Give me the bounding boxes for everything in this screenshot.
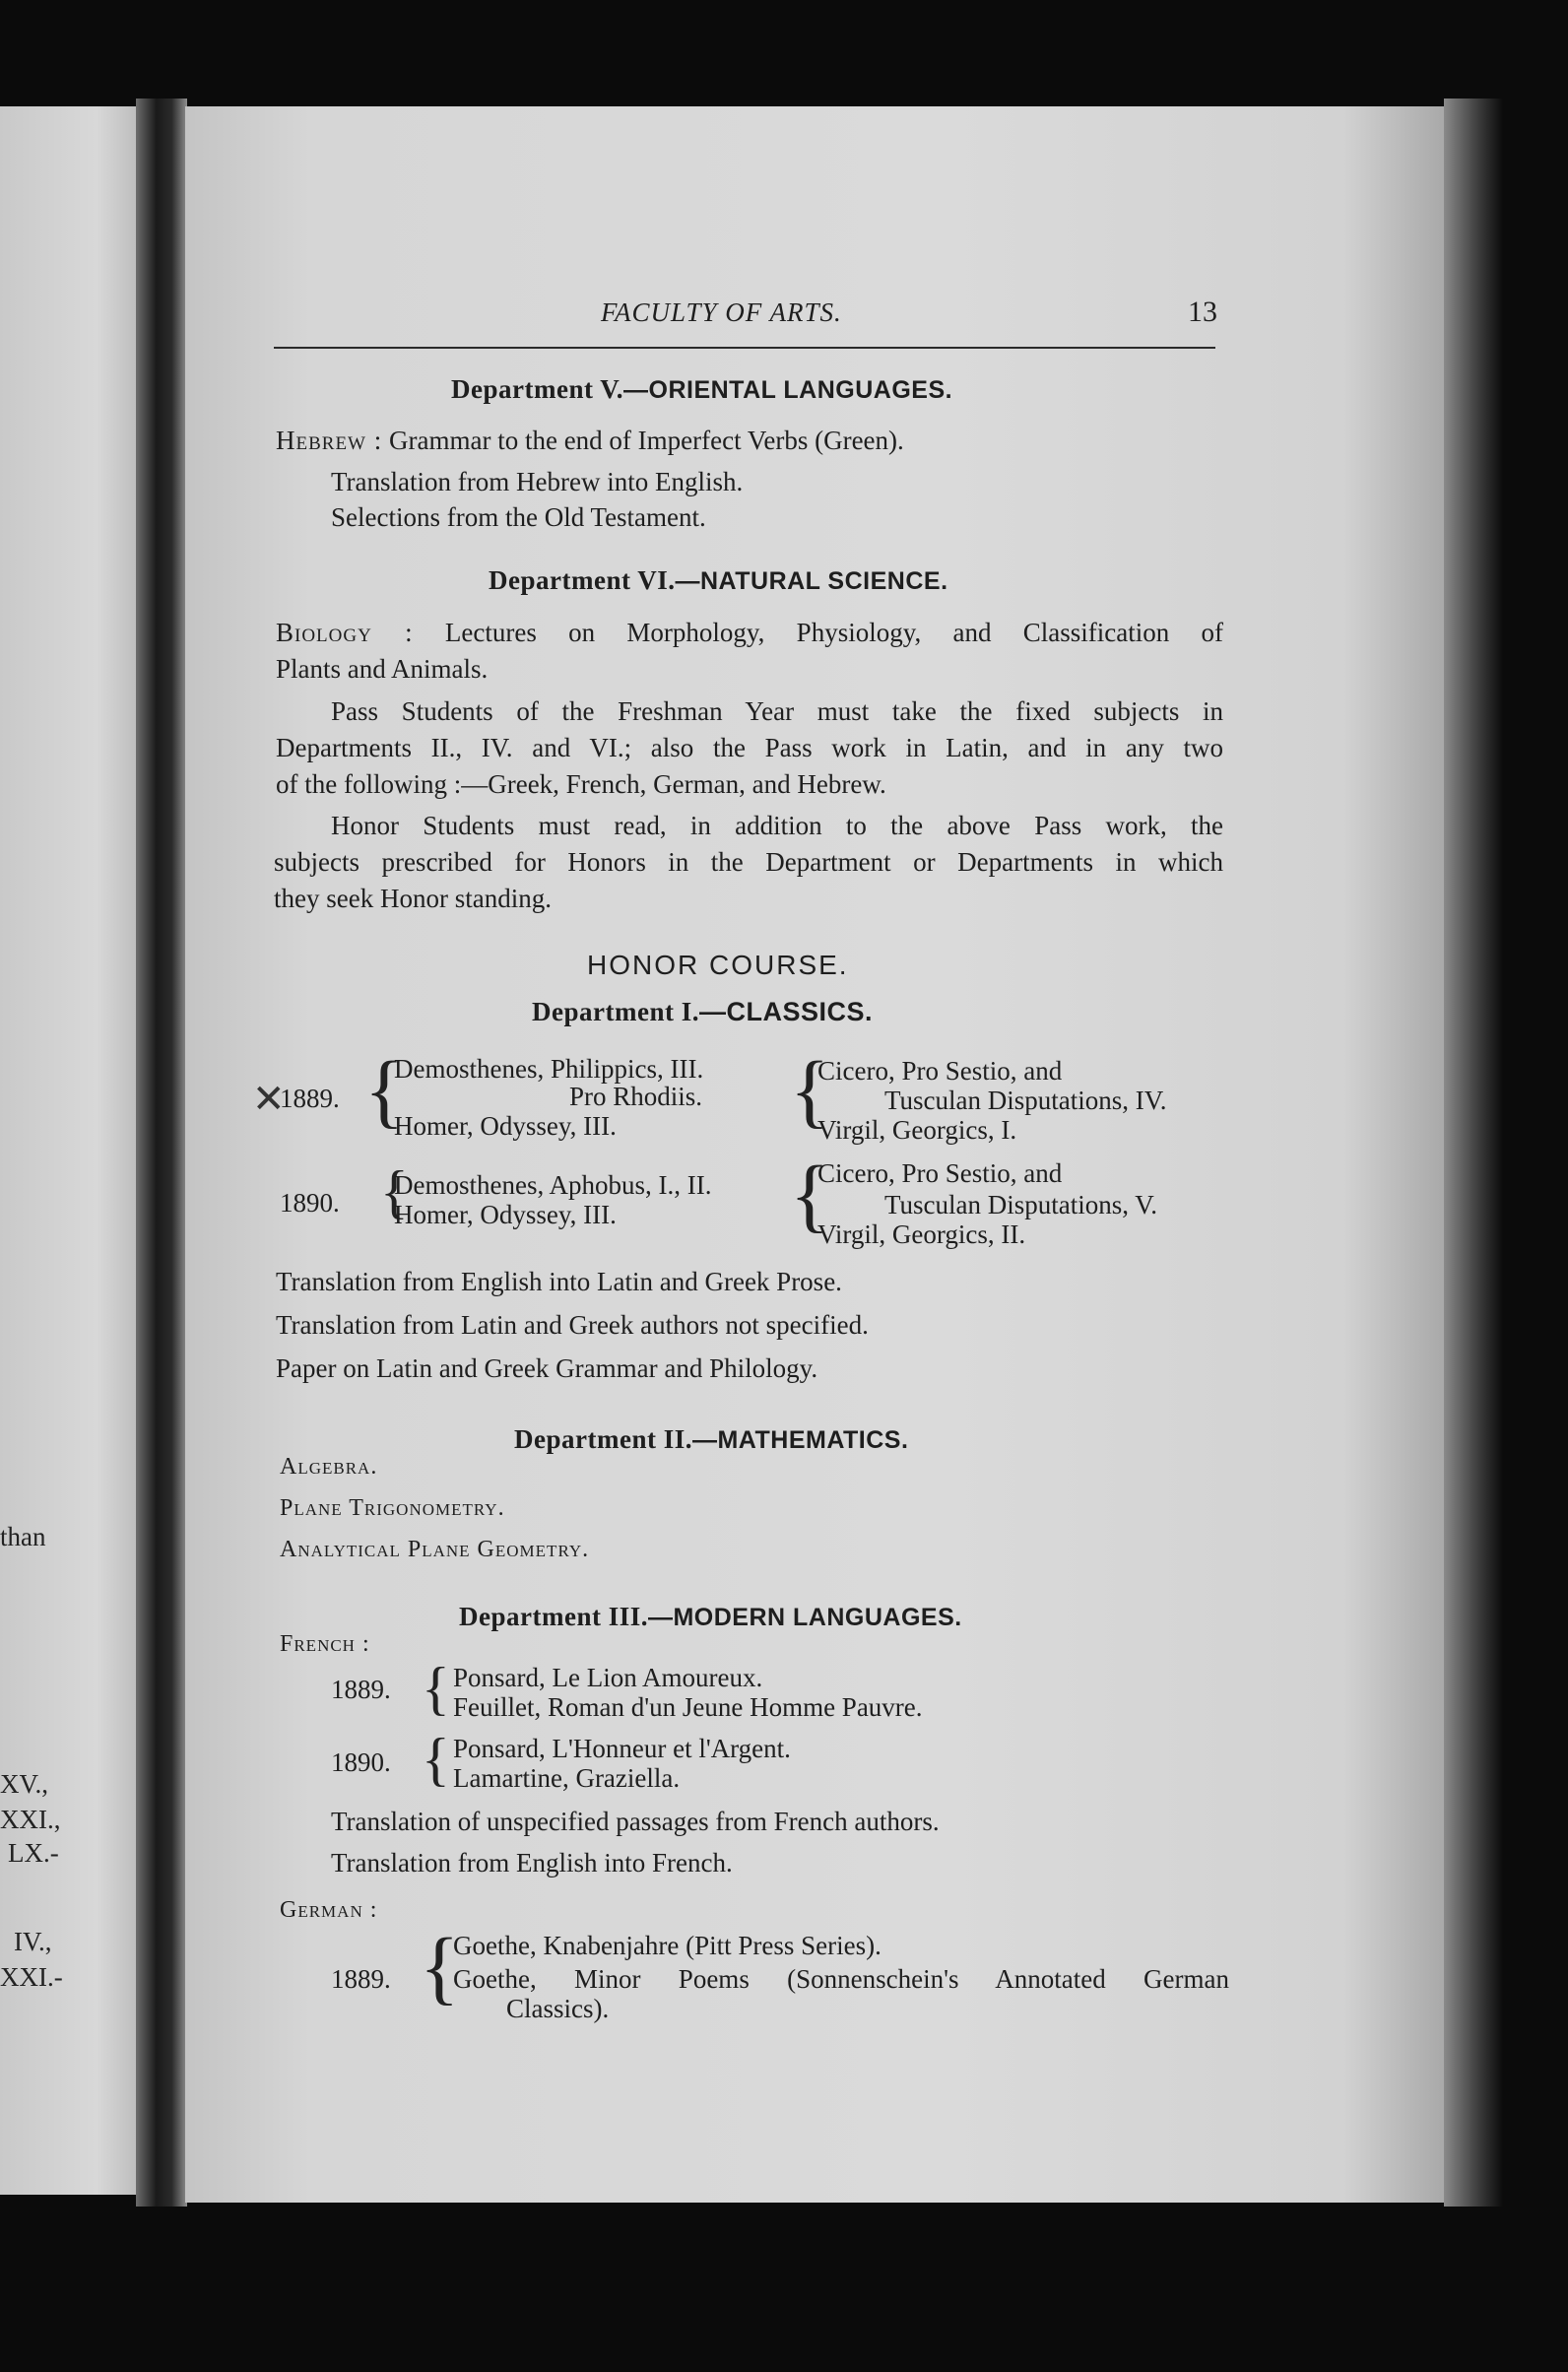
french-translation-line: Translation from English into French. xyxy=(331,1848,733,1878)
french-label: French : xyxy=(280,1631,370,1657)
left-page-fragment: IV., xyxy=(14,1927,52,1956)
french-1890-line: Lamartine, Graziella. xyxy=(453,1763,681,1793)
dept6-heading xyxy=(489,565,948,596)
page-edge xyxy=(1444,99,1503,2207)
pass-line2: Departments II., IV. and VI.; also the Pass work in Latin, and in any two xyxy=(276,733,1223,762)
german-1889-year: 1889. xyxy=(331,1964,391,1994)
biology-paragraph xyxy=(276,615,1223,688)
dept1-number: Department I. xyxy=(532,997,699,1026)
dept3-heading xyxy=(459,1602,962,1632)
left-page-fragment: XXI., xyxy=(0,1805,61,1834)
dept5-line: Translation from Hebrew into English. xyxy=(331,467,744,496)
french-1889-line: Feuillet, Roman d'un Jeune Homme Pauvre. xyxy=(453,1692,923,1722)
greek-1889-line: Demosthenes, Philippics, III. xyxy=(394,1054,704,1084)
classics-1889-year: 1889. xyxy=(280,1084,340,1113)
dept5-heading xyxy=(451,374,952,405)
latin-1890-line: Cicero, Pro Sestio, and xyxy=(817,1158,1063,1188)
left-page-fragment: XV., xyxy=(0,1769,49,1799)
honor-line2: subjects prescribed for Honors in the Department or Departments in which xyxy=(274,847,1223,877)
german-label: German : xyxy=(280,1897,378,1923)
hebrew-line xyxy=(276,426,904,456)
pass-line3: of the following :—Greek, French, German, and Hebrew. xyxy=(276,769,886,799)
french-1889-year: 1889. xyxy=(331,1675,391,1704)
math-item: Algebra. xyxy=(280,1454,378,1480)
left-page-fragment: XXI.- xyxy=(0,1962,63,1992)
page-number: 13 xyxy=(1188,296,1217,328)
german-1889-line: Goethe, Minor Poems (Sonnenschein's Annotated German xyxy=(453,1964,1229,1994)
dept6-name: —NATURAL SCIENCE. xyxy=(675,567,948,595)
hebrew-label: Hebrew : xyxy=(276,426,383,455)
dept5-line: Selections from the Old Testament. xyxy=(331,502,706,532)
latin-1889-line: Tusculan Disputations, IV. xyxy=(884,1086,1167,1115)
dept2-heading xyxy=(514,1424,908,1455)
book-gutter xyxy=(136,99,187,2207)
greek-1890-line: Homer, Odyssey, III. xyxy=(394,1200,617,1229)
brace-icon: { xyxy=(790,1150,830,1241)
latin-1889-line: Cicero, Pro Sestio, and xyxy=(817,1056,1063,1086)
french-1890-year: 1890. xyxy=(331,1747,391,1777)
dept2-number: Department II. xyxy=(514,1424,692,1454)
left-page-fragment: than xyxy=(0,1522,46,1551)
dept5-number: Department V. xyxy=(451,374,623,404)
hebrew-text: Grammar to the end of Imperfect Verbs (Green). xyxy=(389,426,904,455)
left-page xyxy=(0,106,138,2195)
pass-paragraph xyxy=(276,693,1223,803)
dept1-name: —CLASSICS. xyxy=(698,997,873,1026)
classics-1890-year: 1890. xyxy=(280,1188,340,1218)
latin-1889-line: Virgil, Georgics, I. xyxy=(817,1115,1017,1145)
dept3-name: —MODERN LANGUAGES. xyxy=(647,1604,962,1631)
classics-translation-line: Translation from Latin and Greek authors not specified. xyxy=(276,1310,869,1340)
header-rule xyxy=(274,347,1215,349)
brace-icon: { xyxy=(380,1159,409,1224)
left-page-fragment: LX.- xyxy=(8,1838,59,1868)
honor-line3: they seek Honor standing. xyxy=(274,884,552,913)
latin-1890-line: Virgil, Georgics, II. xyxy=(817,1219,1026,1249)
math-item: Analytical Plane Geometry. xyxy=(280,1537,590,1562)
running-head: FACULTY OF ARTS. xyxy=(601,297,842,327)
pass-line1: Pass Students of the Freshman Year must take the fixed subjects in xyxy=(331,696,1223,726)
honor-course-title: HONOR COURSE. xyxy=(587,950,849,980)
greek-1889-line: Pro Rhodiis. xyxy=(569,1082,703,1111)
biology-label: Biology : xyxy=(276,618,414,647)
brace-icon: { xyxy=(422,1727,450,1792)
french-translation-line: Translation of unspecified passages from French authors. xyxy=(331,1807,940,1836)
german-1889-line: Goethe, Knabenjahre (Pitt Press Series). xyxy=(453,1931,882,1960)
honor-line1: Honor Students must read, in addition to the above Pass work, the xyxy=(331,811,1223,840)
math-item: Plane Trigonometry. xyxy=(280,1495,505,1521)
greek-1890-line: Demosthenes, Aphobus, I., II. xyxy=(394,1170,712,1200)
classics-paper-line: Paper on Latin and Greek Grammar and Philology. xyxy=(276,1353,818,1383)
dept1-heading xyxy=(532,997,873,1027)
biology-line2: Plants and Animals. xyxy=(276,654,489,684)
french-1889-line: Ponsard, Le Lion Amoureux. xyxy=(453,1663,763,1692)
dept5-name: —ORIENTAL LANGUAGES. xyxy=(623,376,953,404)
brace-icon: { xyxy=(790,1045,830,1137)
honor-paragraph xyxy=(274,808,1223,917)
latin-1890-line: Tusculan Disputations, V. xyxy=(884,1190,1158,1219)
greek-1889-line: Homer, Odyssey, III. xyxy=(394,1111,617,1141)
biology-line1: Lectures on Morphology, Physiology, and Classification of xyxy=(444,618,1223,647)
german-1889-line: Classics). xyxy=(506,1994,610,2023)
brace-icon: { xyxy=(364,1045,405,1137)
classics-translation-line: Translation from English into Latin and Greek Prose. xyxy=(276,1267,842,1296)
brace-icon: { xyxy=(422,1656,450,1721)
brace-icon: { xyxy=(420,1922,460,2013)
dept3-number: Department III. xyxy=(459,1602,648,1631)
dept2-name: —MATHEMATICS. xyxy=(691,1426,909,1454)
french-1890-line: Ponsard, L'Honneur et l'Argent. xyxy=(453,1734,791,1763)
dept6-number: Department VI. xyxy=(489,565,676,595)
handwritten-x-mark: ✕ xyxy=(252,1077,286,1121)
